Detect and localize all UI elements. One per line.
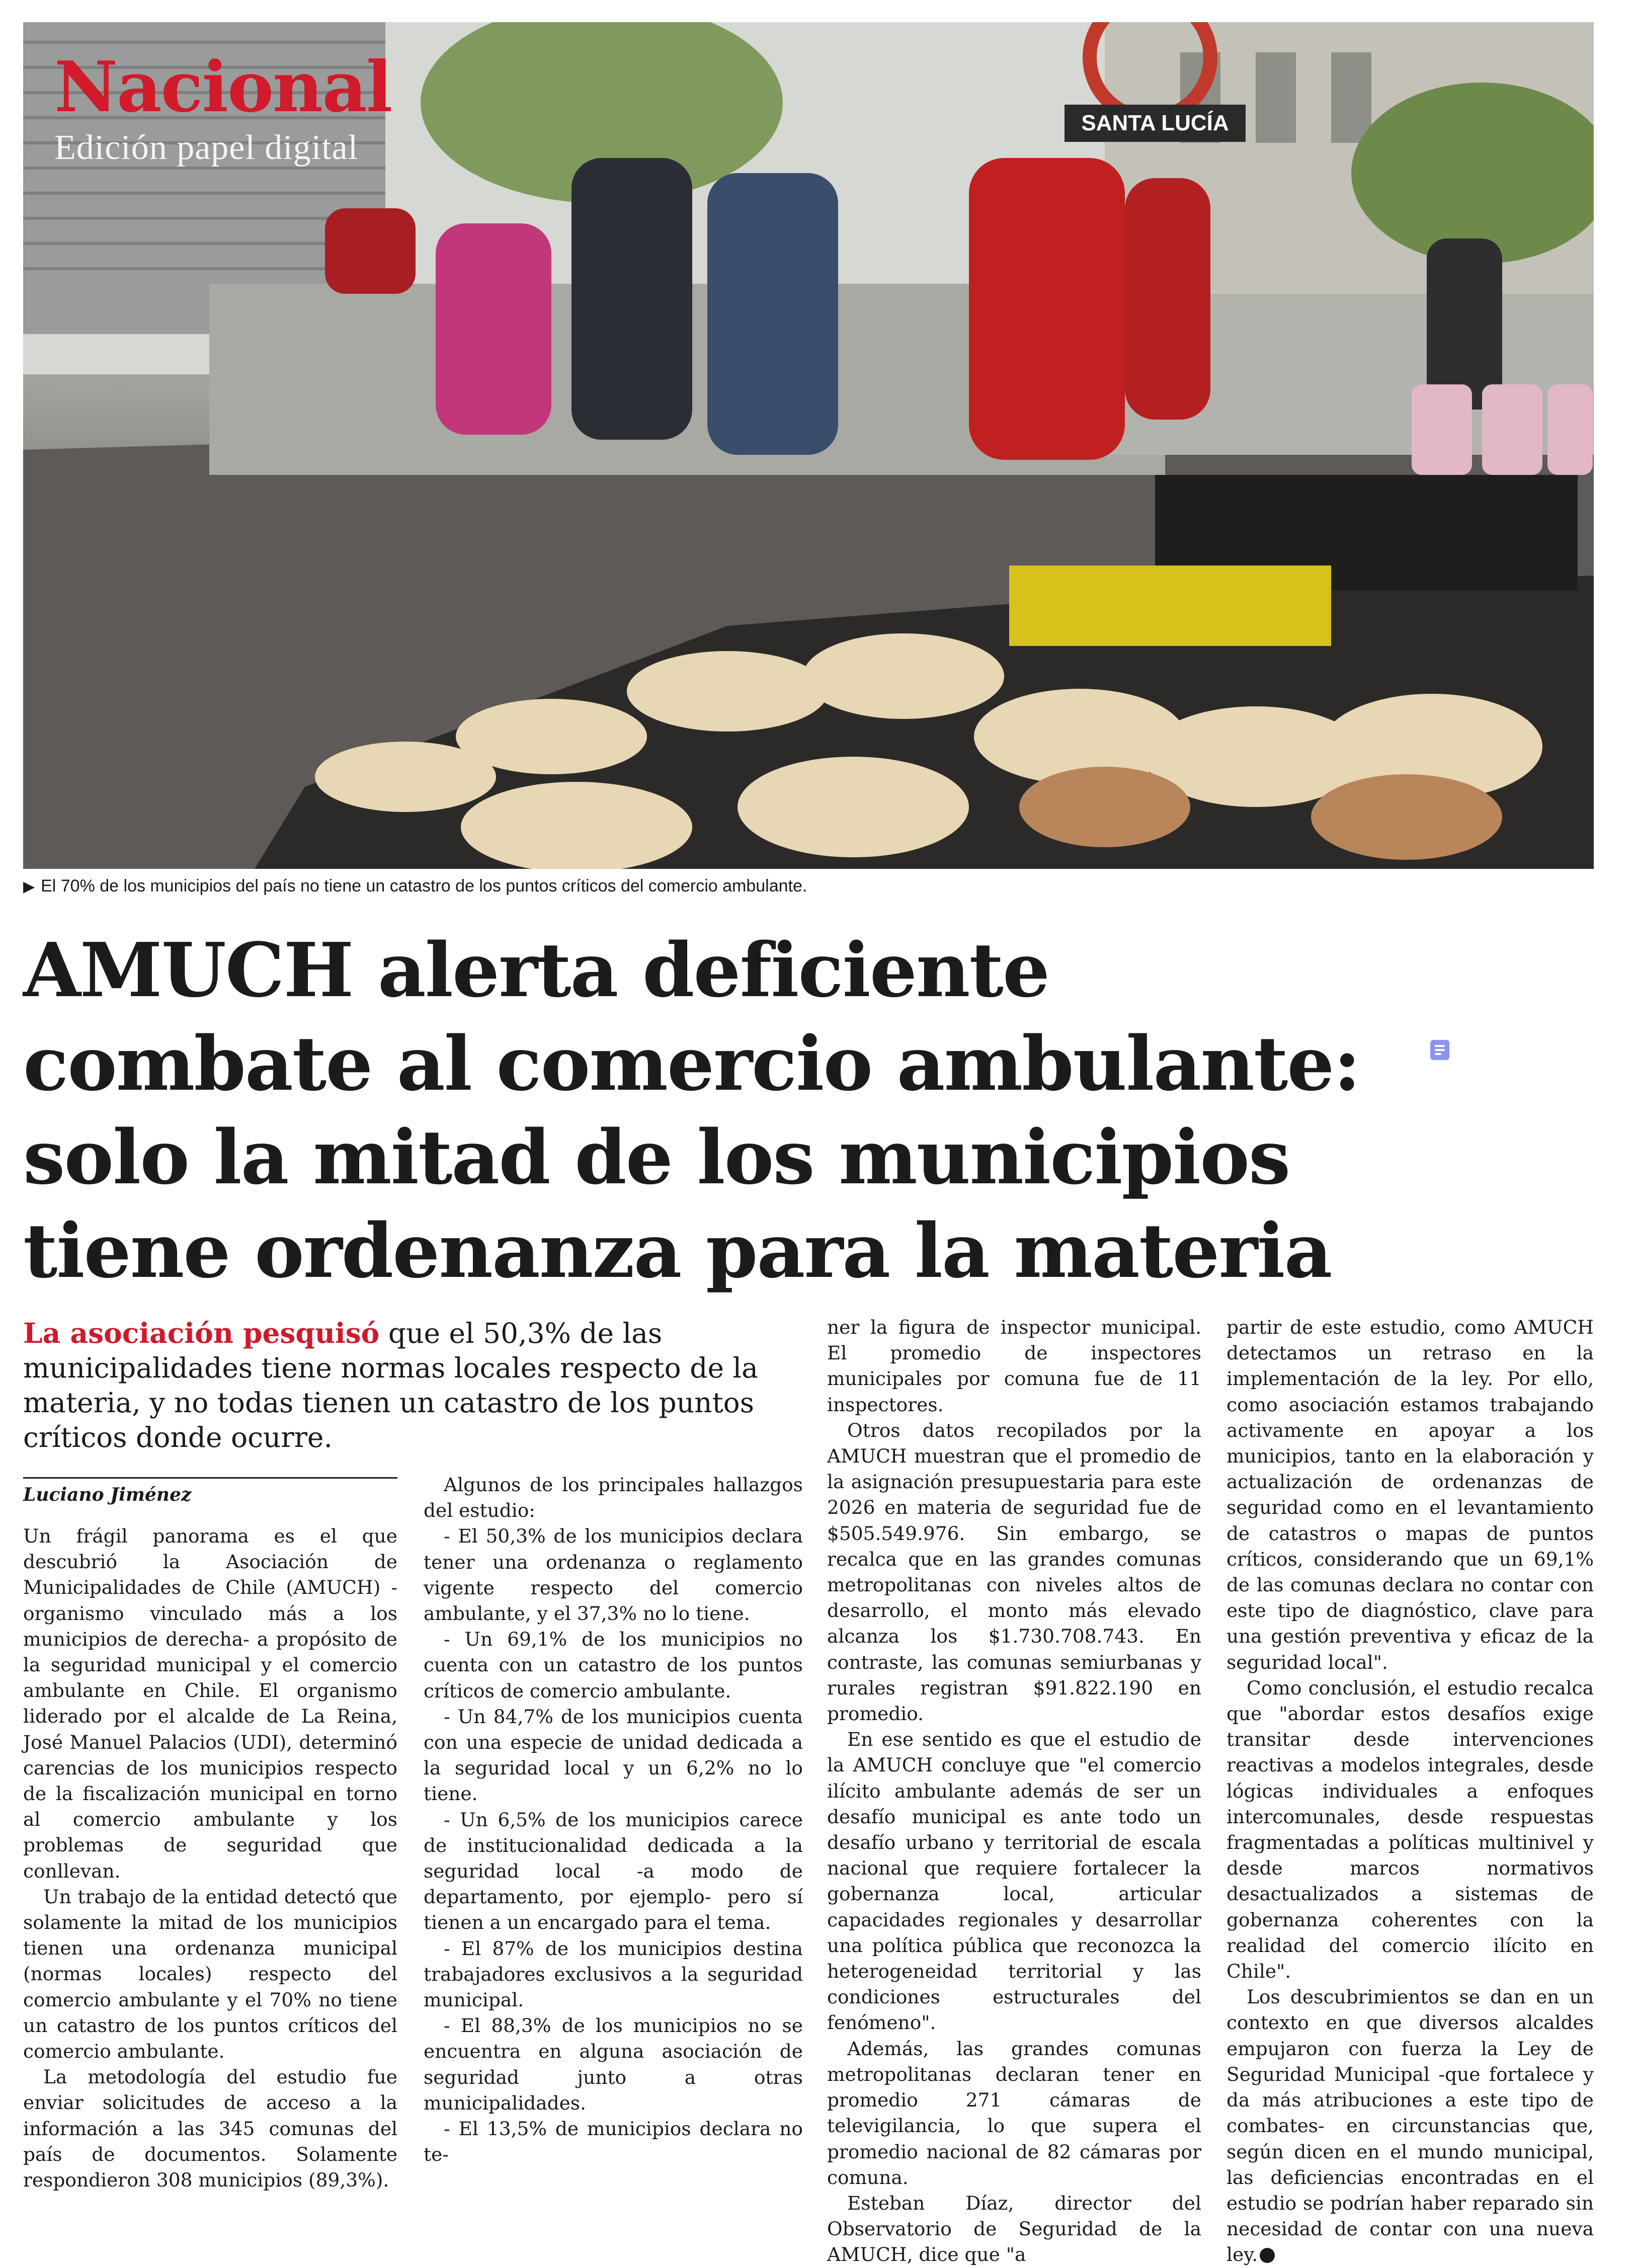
paragraph: Esteban Díaz, director del Observatorio de Seguridad de la AMUCH, dice que "a [827,2192,1201,2266]
triangle-right-icon: ▶ [23,878,35,895]
paragraph: - El 50,3% de los municipios declara tener una ordenanza o reglamento vigente respecto del comercio ambulante, y el 37,3% no lo tiene. [424,1525,803,1625]
paragraph: - Un 6,5% de los municipios carece de institucionalidad dedicada a la seguridad local -a modo de departamento, por ejemplo- pero sí tienen a un encargado para el tema. [424,1808,803,1934]
body-column-4 [1226,1315,1594,2268]
paragraph: Otros datos recopilados por la AMUCH muestran que el promedio de la asignación presupuestaria para este 2026 en materia de seguridad fue de $505.549.976. Sin embargo, se recalca que en las grandes comunas metropolitanas con niveles altos de desarrollo, el monto más elevado alcanza los $1.730.708.743. En contraste, las comunas semiurbanas y rurales registran $91.822.190 en promedio. [827,1419,1201,1725]
headline-line: combate al comercio ambulante: [23,1020,1360,1107]
caption-text: El 70% de los municipios del país no tiene un catastro de los puntos críticos del comercio ambulante. [41,876,807,896]
byline-rule [23,1477,397,1479]
byline: Luciano Jiménez [23,1484,192,1505]
end-mark-icon [1260,2248,1275,2263]
paragraph: - Un 84,7% de los municipios cuenta con una especie de unidad dedicada a la seguridad local y un 6,2% no lo tiene. [424,1705,803,1805]
paragraph: Además, las grandes comunas metropolitanas declaran tener en promedio 271 cámaras de televigilancia, lo que supera el promedio nacional de 82 cámaras por comuna. [827,2037,1201,2189]
body-column-3 [827,1315,1201,2268]
section-title: Nacional [54,46,392,128]
lead-kicker: La asociación pesquisó [23,1317,380,1349]
note-icon[interactable] [1430,1040,1449,1060]
body-column-1 [23,1523,397,2193]
paragraph-text: Los descubrimientos se dan en un contexto en que diversos alcaldes empujaron con fuerza la Ley de Seguridad Municipal -que fortalece y da más atribuciones a este tipo de combates- en circunstancias que, según dicen en el mundo municipal, las deficiencias encontradas en el estudio se podrían haber reparado sin necesidad de contar con una nueva ley. [1226,1986,1594,2266]
paragraph: Algunos de los principales hallazgos del estudio: [424,1474,803,1522]
paragraph: ner la figura de inspector municipal. El promedio de inspectores municipales por comuna fue de 11 inspectores. [827,1316,1201,1416]
paragraph: - El 87% de los municipios destina trabajadores exclusivos a la seguridad municipal. [424,1937,803,2011]
paragraph: - El 88,3% de los municipios no se encuentra en alguna asociación de seguridad junto a otras municipalidades. [424,2014,803,2114]
paragraph: partir de este estudio, como AMUCH detectamos un retraso en la implementación de la ley. Por ello, como asociación estamos trabajando activamente en apoyar a los municipios, tanto en la elaboración y actualización de ordenanzas de seguridad como en el levantamiento de catastros o mapas de puntos críticos, considerando que un 69,1% de las comunas declara no contar con este tipo de diagnóstico, clave para una gestión preventiva y eficaz de la seguridad local". [1226,1316,1594,1673]
paragraph: - El 13,5% de municipios declara no te- [424,2118,803,2166]
metro-station-sign: SANTA LUCÍA [1065,105,1246,142]
paragraph: - Un 69,1% de los municipios no cuenta con un catastro de los puntos críticos de comercio ambulante. [424,1628,803,1702]
headline-line: tiene ordenanza para la materia [23,1207,1332,1294]
section-brand [54,46,392,168]
headline-line: AMUCH alerta deficiente [23,926,1049,1014]
headline [23,923,1360,1298]
paragraph: La metodología del estudio fue enviar solicitudes de acceso a la información a las 345 comunas del país de documentos. Solamente respondieron 308 municipios (89,3%). [23,2066,397,2192]
photo-caption [23,876,1594,896]
edition-subtitle: Edición papel digital [54,128,359,167]
headline-line: solo la mitad de los municipios [23,1113,1290,1201]
lead-text: que el 50,3% de las municipalidades tiene normas locales respecto de la materia, y no todas tienen un catastro de los puntos críticos donde ocurre. [23,1317,758,1453]
lead-paragraph [23,1316,808,1455]
paragraph: Como conclusión, el estudio recalca que "abordar estos desafíos exige transitar desde intervenciones reactivas a modelos integrales, desde lógicas individuales a enfoques intercomunales, desde respuestas fragmentadas a políticas multinivel y desde marcos normativos desactualizados a sistemas de gobernanza coherentes con la realidad del comercio ilícito en Chile". [1226,1676,1594,1983]
paragraph: En ese sentido es que el estudio de la AMUCH concluye que "el comercio ilícito ambulante además de ser un desafío municipal es ante todo un desafío urbano y territorial de escala nacional que requiere fortalecer la gobernanza local, articular capacidades regionales y desarrollar una política pública que reconozca la heterogeneidad territorial y las condiciones estructurales del fenómeno". [827,1728,1201,2034]
lead-photo [23,22,1594,869]
body-column-2 [424,1472,803,2167]
paragraph: Un frágil panorama es el que descubrió la Asociación de Municipalidades de Chile (AMUCH) -organismo vinculado más a los municipios de derecha- a propósito de la seguridad municipal y el comercio ambulante en Chile. El organismo liderado por el alcalde de La Reina, José Manuel Palacios (UDI), determinó carencias de los municipios respecto de la fiscalización municipal en torno al comercio ambulante y los problemas de seguridad que conllevan. [23,1525,397,1882]
paragraph-last [1226,1984,1594,2267]
paragraph: Un trabajo de la entidad detectó que solamente la mitad de los municipios tienen una ordenanza municipal (normas locales) respecto del comercio ambulante y el 70% no tiene un catastro de los puntos críticos del comercio ambulante. [23,1885,397,2063]
